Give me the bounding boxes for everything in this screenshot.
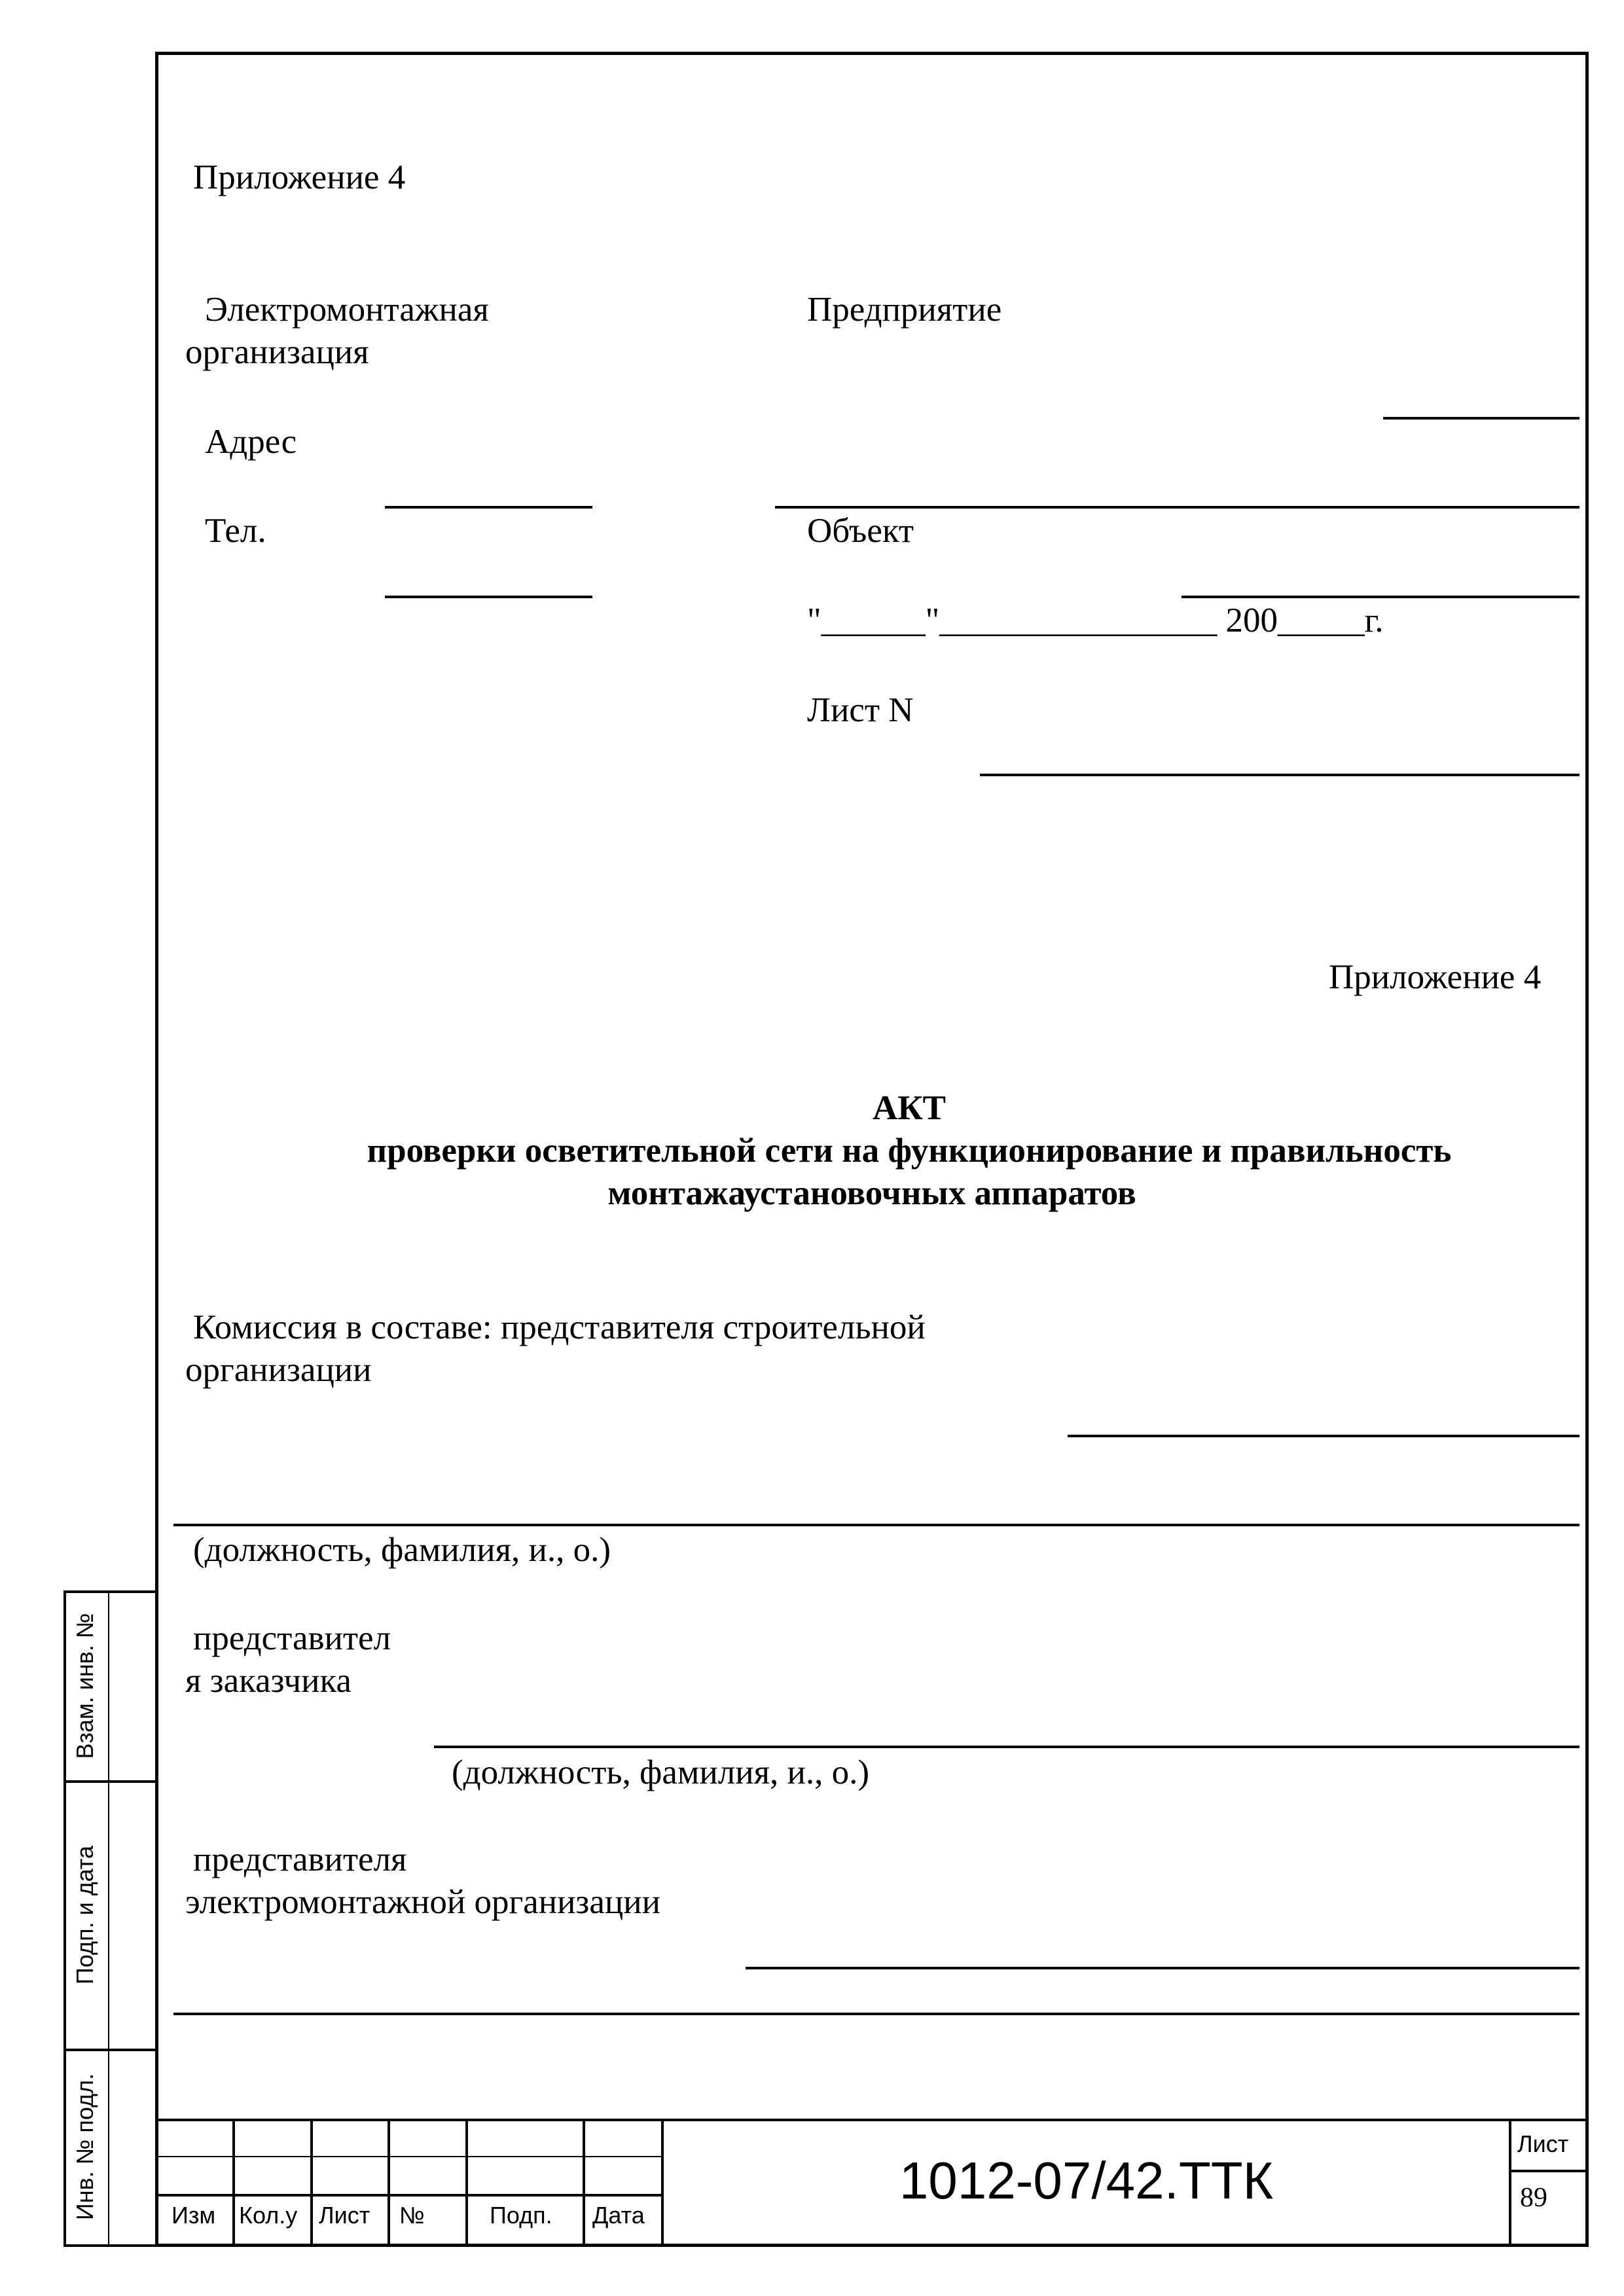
appendix-label-right: Приложение 4 xyxy=(1329,958,1542,996)
commission-caption-2: (должность, фамилия, и., о.) xyxy=(452,1753,869,1791)
commission-line1: Комиссия в составе: представителя строительной xyxy=(193,1308,926,1346)
enterprise-label: Предприятие xyxy=(807,291,1002,329)
object-label: Объект xyxy=(807,512,914,550)
enterprise-underline xyxy=(1383,417,1579,420)
sheet-number-underline xyxy=(980,774,1579,776)
electro-rep-underline-2 xyxy=(173,2013,1579,2015)
document-code: 1012-07/42.ТТК xyxy=(899,2151,1274,2210)
title-block-col-label-signature: Подп. xyxy=(490,2202,552,2229)
side-stamp-field-signature-date: Подп. и дата xyxy=(71,1845,98,1985)
title-block-col-label-date: Дата xyxy=(592,2202,645,2229)
title-block-row-1 xyxy=(155,2156,662,2157)
title-block-col-label-sheet: Лист xyxy=(319,2202,370,2229)
customer-rep-line2: я заказчика xyxy=(185,1662,352,1700)
title-block-col-5 xyxy=(583,2119,585,2247)
title-block-col-label-count: Кол.у xyxy=(239,2202,298,2229)
title-block-col-sheet xyxy=(1509,2119,1511,2247)
address-underline xyxy=(385,506,592,509)
title-block-col-3 xyxy=(388,2119,390,2247)
title-block-col-label-change: Изм xyxy=(171,2202,216,2229)
phone-underline xyxy=(385,596,592,598)
act-title: АКТ xyxy=(872,1089,947,1127)
title-block-sheet-divider xyxy=(1509,2170,1589,2172)
appendix-label-top: Приложение 4 xyxy=(193,158,406,196)
enterprise-underline-2 xyxy=(775,506,1579,509)
electro-rep-line1: представителя xyxy=(193,1840,407,1878)
title-block-top xyxy=(155,2119,1589,2121)
phone-label: Тел. xyxy=(205,512,266,550)
commission-caption-1: (должность, фамилия, и., о.) xyxy=(193,1531,611,1569)
date-line: "______"________________ 200_____г. xyxy=(807,601,1384,639)
title-block-sheet-number: 89 xyxy=(1520,2183,1547,2213)
act-subtitle-line1: проверки осветительной сети на функционирование и правильность xyxy=(367,1132,1452,1170)
title-block-col-label-doc-no: № xyxy=(399,2202,425,2229)
electro-rep-underline-1 xyxy=(746,1967,1579,1969)
commission-line2: организации xyxy=(185,1351,372,1389)
title-block-col-2 xyxy=(310,2119,313,2247)
sheet-number-label: Лист N xyxy=(807,691,914,729)
act-subtitle-line2: монтажаустановочных аппаратов xyxy=(607,1174,1136,1212)
commission-underline-1 xyxy=(1068,1435,1579,1437)
org-label-line1: Электромонтажная xyxy=(205,291,489,329)
side-stamp-field-replacement: Взам. инв. № xyxy=(71,1613,98,1759)
org-label-line2: организация xyxy=(185,333,369,371)
title-block-col-1 xyxy=(232,2119,235,2247)
side-stamp-divider xyxy=(108,1590,109,2247)
address-label: Адрес xyxy=(205,423,297,461)
customer-rep-line1: представител xyxy=(193,1619,391,1657)
customer-rep-underline xyxy=(434,1746,1579,1748)
side-stamp-left-border xyxy=(63,1590,66,2247)
electro-rep-line2: электромонтажной организации xyxy=(185,1883,660,1921)
side-stamp-field-original-inventory: Инв. № подл. xyxy=(71,2073,98,2221)
commission-underline-2 xyxy=(173,1524,1579,1526)
title-block-sheet-label: Лист xyxy=(1517,2130,1569,2157)
title-block-row-2 xyxy=(155,2194,662,2197)
object-underline xyxy=(1182,596,1579,598)
title-block-col-4 xyxy=(465,2119,468,2247)
